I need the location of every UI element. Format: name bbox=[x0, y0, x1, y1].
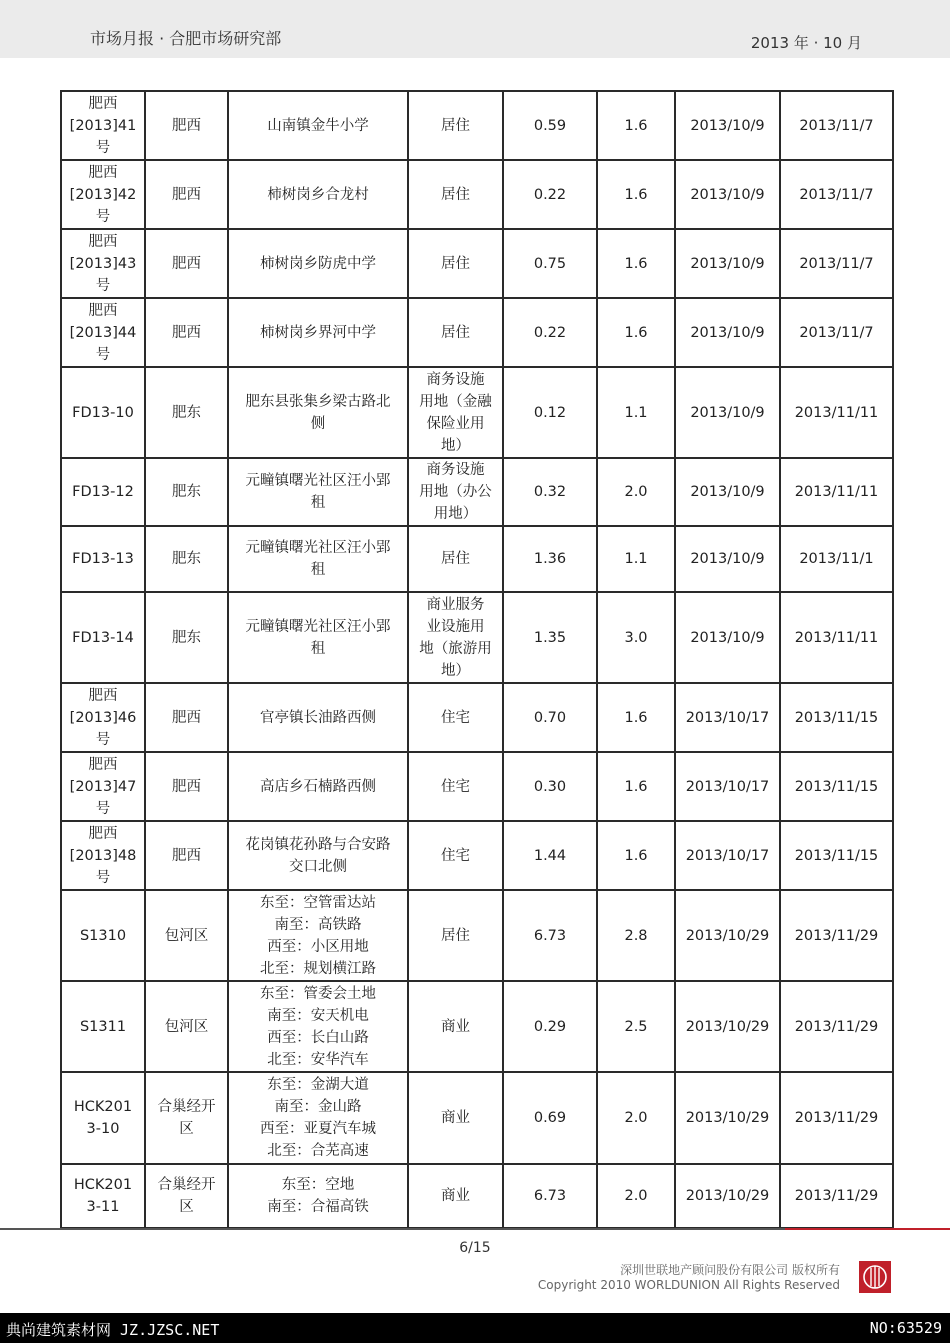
location-cell: 肥东县张集乡梁古路北 侧 bbox=[228, 367, 408, 458]
header-bar bbox=[0, 0, 950, 58]
plot-ratio-cell: 1.6 bbox=[597, 160, 675, 229]
land-id-cell: 肥西 [2013]46 号 bbox=[61, 683, 145, 752]
worldunion-logo-icon bbox=[859, 1261, 891, 1293]
location-cell: 高店乡石楠路西侧 bbox=[228, 752, 408, 821]
end-date-cell: 2013/11/11 bbox=[780, 458, 893, 526]
table-row bbox=[61, 160, 893, 229]
land-id-cell: HCK201 3-11 bbox=[61, 1164, 145, 1228]
area-cell: 0.32 bbox=[503, 458, 597, 526]
location-cell: 东至：空管雷达站 南至：高铁路 西至：小区用地 北至：规划横江路 bbox=[228, 890, 408, 981]
area-cell: 0.30 bbox=[503, 752, 597, 821]
land-id-cell: S1311 bbox=[61, 981, 145, 1072]
land-table bbox=[60, 90, 894, 1229]
plot-ratio-cell: 2.0 bbox=[597, 458, 675, 526]
table-row bbox=[61, 526, 893, 592]
location-cell: 柿树岗乡合龙村 bbox=[228, 160, 408, 229]
start-date-cell: 2013/10/9 bbox=[675, 458, 780, 526]
footer-accent-line bbox=[785, 1228, 950, 1230]
area-cell: 1.36 bbox=[503, 526, 597, 592]
land-id-cell: FD13-10 bbox=[61, 367, 145, 458]
district-cell: 合巢经开 区 bbox=[145, 1164, 228, 1228]
location-cell: 元疃镇曙光社区汪小郢 租 bbox=[228, 458, 408, 526]
area-cell: 1.35 bbox=[503, 592, 597, 683]
report-date: 2013 年 · 10 月 bbox=[750, 34, 862, 52]
start-date-cell: 2013/10/9 bbox=[675, 160, 780, 229]
district-cell: 合巢经开 区 bbox=[145, 1072, 228, 1164]
company-name: 深圳世联地产顾问股份有限公司 版权所有 bbox=[620, 1263, 840, 1277]
land-id-cell: 肥西 [2013]41 号 bbox=[61, 91, 145, 160]
table-row bbox=[61, 683, 893, 752]
land-id-cell: 肥西 [2013]44 号 bbox=[61, 298, 145, 367]
area-cell: 1.44 bbox=[503, 821, 597, 890]
district-cell: 肥西 bbox=[145, 752, 228, 821]
land-id-cell: HCK201 3-10 bbox=[61, 1072, 145, 1164]
land-use-cell: 住宅 bbox=[408, 752, 503, 821]
location-cell: 东至：管委会土地 南至：安天机电 西至：长白山路 北至：安华汽车 bbox=[228, 981, 408, 1072]
plot-ratio-cell: 1.6 bbox=[597, 821, 675, 890]
report-title: 市场月报 · 合肥市场研究部 bbox=[90, 29, 282, 48]
watermark-bar bbox=[0, 1313, 950, 1343]
plot-ratio-cell: 1.6 bbox=[597, 298, 675, 367]
plot-ratio-cell: 3.0 bbox=[597, 592, 675, 683]
location-cell: 元疃镇曙光社区汪小郢 租 bbox=[228, 592, 408, 683]
end-date-cell: 2013/11/7 bbox=[780, 160, 893, 229]
location-cell: 山南镇金牛小学 bbox=[228, 91, 408, 160]
district-cell: 肥西 bbox=[145, 229, 228, 298]
district-cell: 肥西 bbox=[145, 160, 228, 229]
table-row bbox=[61, 1072, 893, 1164]
end-date-cell: 2013/11/29 bbox=[780, 1072, 893, 1164]
plot-ratio-cell: 1.6 bbox=[597, 91, 675, 160]
start-date-cell: 2013/10/29 bbox=[675, 981, 780, 1072]
start-date-cell: 2013/10/17 bbox=[675, 752, 780, 821]
start-date-cell: 2013/10/17 bbox=[675, 683, 780, 752]
table-row bbox=[61, 1164, 893, 1228]
table-row bbox=[61, 229, 893, 298]
land-id-cell: FD13-14 bbox=[61, 592, 145, 683]
land-use-cell: 居住 bbox=[408, 229, 503, 298]
land-use-cell: 商业 bbox=[408, 1164, 503, 1228]
start-date-cell: 2013/10/9 bbox=[675, 91, 780, 160]
table-row bbox=[61, 981, 893, 1072]
land-id-cell: 肥西 [2013]47 号 bbox=[61, 752, 145, 821]
location-cell: 东至：空地 南至：合福高铁 bbox=[228, 1164, 408, 1228]
district-cell: 肥西 bbox=[145, 298, 228, 367]
land-use-cell: 商务设施 用地（办公 用地） bbox=[408, 458, 503, 526]
end-date-cell: 2013/11/29 bbox=[780, 981, 893, 1072]
end-date-cell: 2013/11/7 bbox=[780, 298, 893, 367]
land-id-cell: FD13-12 bbox=[61, 458, 145, 526]
start-date-cell: 2013/10/9 bbox=[675, 592, 780, 683]
district-cell: 肥东 bbox=[145, 526, 228, 592]
start-date-cell: 2013/10/29 bbox=[675, 1072, 780, 1164]
table-row bbox=[61, 821, 893, 890]
land-use-cell: 商业 bbox=[408, 1072, 503, 1164]
land-id-cell: 肥西 [2013]42 号 bbox=[61, 160, 145, 229]
plot-ratio-cell: 2.0 bbox=[597, 1164, 675, 1228]
land-id-cell: 肥西 [2013]48 号 bbox=[61, 821, 145, 890]
district-cell: 肥东 bbox=[145, 458, 228, 526]
table-row bbox=[61, 592, 893, 683]
area-cell: 0.29 bbox=[503, 981, 597, 1072]
page-number: 6/15 bbox=[459, 1240, 491, 1256]
copyright-text: Copyright 2010 WORLDUNION All Rights Reserved bbox=[537, 1278, 840, 1292]
district-cell: 包河区 bbox=[145, 890, 228, 981]
area-cell: 0.75 bbox=[503, 229, 597, 298]
start-date-cell: 2013/10/17 bbox=[675, 821, 780, 890]
area-cell: 0.59 bbox=[503, 91, 597, 160]
location-cell: 东至：金湖大道 南至：金山路 西至：亚夏汽车城 北至：合芜高速 bbox=[228, 1072, 408, 1164]
district-cell: 肥西 bbox=[145, 821, 228, 890]
end-date-cell: 2013/11/11 bbox=[780, 592, 893, 683]
end-date-cell: 2013/11/15 bbox=[780, 752, 893, 821]
land-use-cell: 居住 bbox=[408, 890, 503, 981]
land-use-cell: 居住 bbox=[408, 91, 503, 160]
land-use-cell: 商业 bbox=[408, 981, 503, 1072]
table-row bbox=[61, 367, 893, 458]
district-cell: 肥东 bbox=[145, 367, 228, 458]
land-use-cell: 居住 bbox=[408, 298, 503, 367]
plot-ratio-cell: 1.6 bbox=[597, 683, 675, 752]
plot-ratio-cell: 2.5 bbox=[597, 981, 675, 1072]
start-date-cell: 2013/10/9 bbox=[675, 367, 780, 458]
plot-ratio-cell: 1.6 bbox=[597, 752, 675, 821]
table-row bbox=[61, 91, 893, 160]
district-cell: 肥西 bbox=[145, 683, 228, 752]
location-cell: 柿树岗乡界河中学 bbox=[228, 298, 408, 367]
land-id-cell: FD13-13 bbox=[61, 526, 145, 592]
land-use-cell: 住宅 bbox=[408, 683, 503, 752]
plot-ratio-cell: 2.8 bbox=[597, 890, 675, 981]
land-use-cell: 商业服务 业设施用 地（旅游用 地） bbox=[408, 592, 503, 683]
end-date-cell: 2013/11/11 bbox=[780, 367, 893, 458]
area-cell: 6.73 bbox=[503, 890, 597, 981]
plot-ratio-cell: 1.1 bbox=[597, 367, 675, 458]
end-date-cell: 2013/11/15 bbox=[780, 821, 893, 890]
table-row bbox=[61, 298, 893, 367]
location-cell: 花岗镇花孙路与合安路 交口北侧 bbox=[228, 821, 408, 890]
land-use-cell: 住宅 bbox=[408, 821, 503, 890]
area-cell: 0.70 bbox=[503, 683, 597, 752]
start-date-cell: 2013/10/9 bbox=[675, 298, 780, 367]
district-cell: 肥西 bbox=[145, 91, 228, 160]
location-cell: 官亭镇长油路西侧 bbox=[228, 683, 408, 752]
watermark-site: 典尚建筑素材网 JZ.JZSC.NET bbox=[6, 1321, 220, 1339]
start-date-cell: 2013/10/9 bbox=[675, 526, 780, 592]
land-use-cell: 居住 bbox=[408, 526, 503, 592]
end-date-cell: 2013/11/29 bbox=[780, 1164, 893, 1228]
location-cell: 柿树岗乡防虎中学 bbox=[228, 229, 408, 298]
end-date-cell: 2013/11/7 bbox=[780, 91, 893, 160]
table-row bbox=[61, 752, 893, 821]
land-id-cell: 肥西 [2013]43 号 bbox=[61, 229, 145, 298]
land-use-cell: 商务设施 用地（金融 保险业用 地） bbox=[408, 367, 503, 458]
area-cell: 0.22 bbox=[503, 298, 597, 367]
end-date-cell: 2013/11/1 bbox=[780, 526, 893, 592]
end-date-cell: 2013/11/7 bbox=[780, 229, 893, 298]
watermark-number: NO:63529 bbox=[869, 1319, 942, 1337]
area-cell: 0.69 bbox=[503, 1072, 597, 1164]
district-cell: 肥东 bbox=[145, 592, 228, 683]
start-date-cell: 2013/10/29 bbox=[675, 890, 780, 981]
start-date-cell: 2013/10/29 bbox=[675, 1164, 780, 1228]
plot-ratio-cell: 1.1 bbox=[597, 526, 675, 592]
land-id-cell: S1310 bbox=[61, 890, 145, 981]
end-date-cell: 2013/11/29 bbox=[780, 890, 893, 981]
table-row bbox=[61, 890, 893, 981]
location-cell: 元疃镇曙光社区汪小郢 租 bbox=[228, 526, 408, 592]
area-cell: 0.22 bbox=[503, 160, 597, 229]
land-use-cell: 居住 bbox=[408, 160, 503, 229]
area-cell: 0.12 bbox=[503, 367, 597, 458]
plot-ratio-cell: 2.0 bbox=[597, 1072, 675, 1164]
plot-ratio-cell: 1.6 bbox=[597, 229, 675, 298]
district-cell: 包河区 bbox=[145, 981, 228, 1072]
end-date-cell: 2013/11/15 bbox=[780, 683, 893, 752]
start-date-cell: 2013/10/9 bbox=[675, 229, 780, 298]
table-row bbox=[61, 458, 893, 526]
area-cell: 6.73 bbox=[503, 1164, 597, 1228]
